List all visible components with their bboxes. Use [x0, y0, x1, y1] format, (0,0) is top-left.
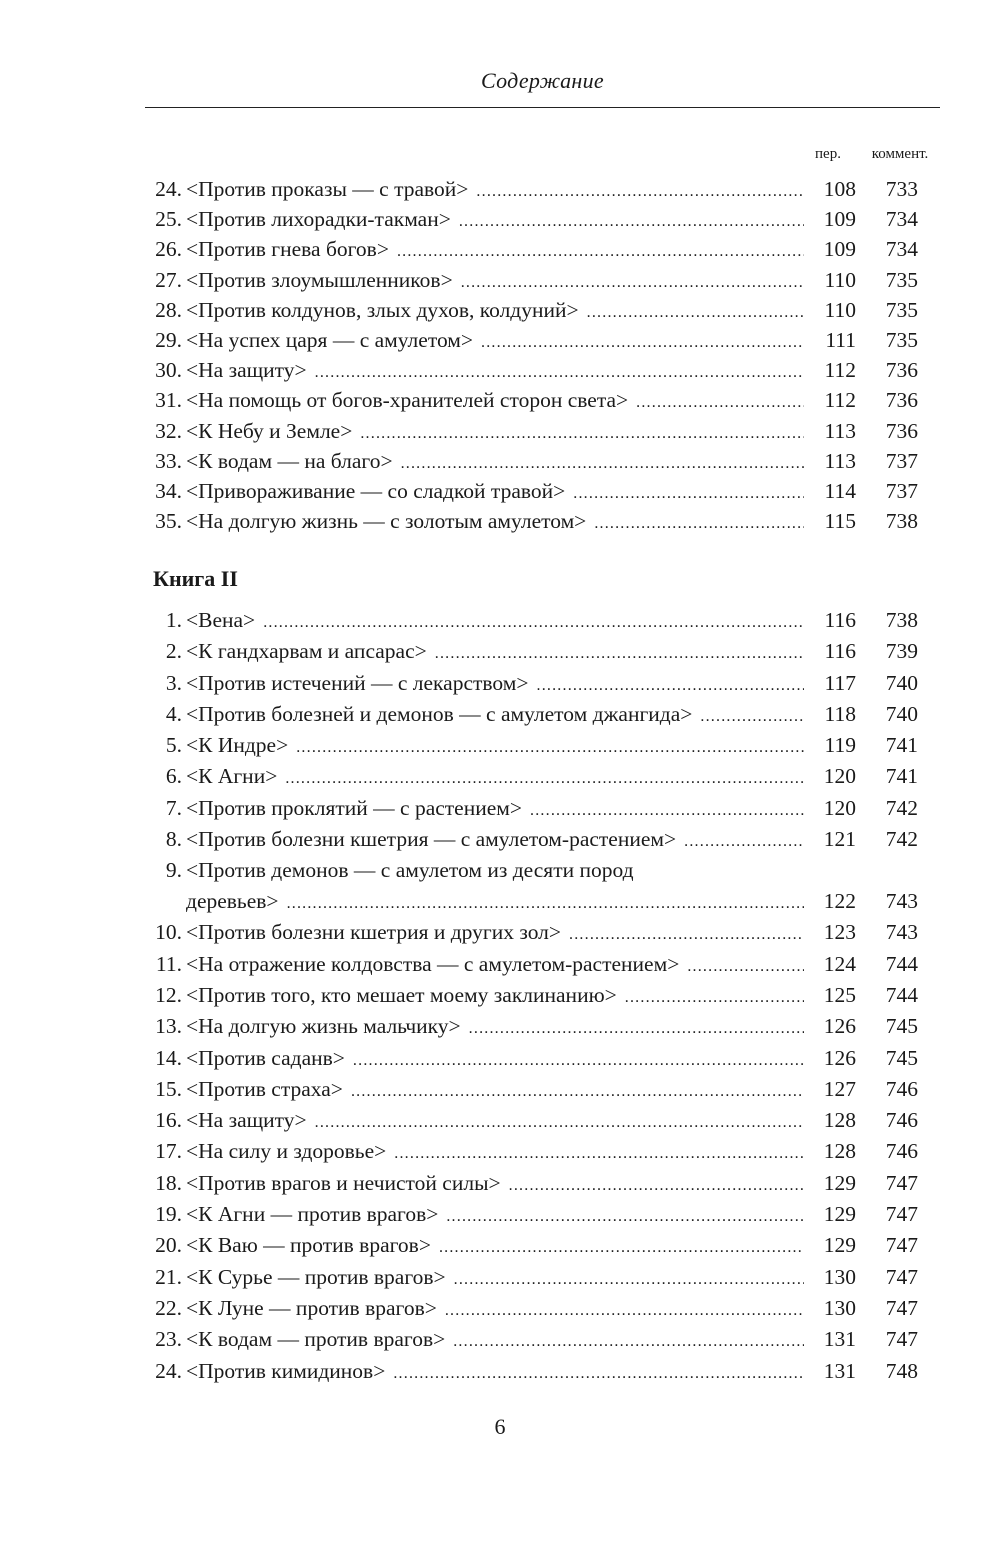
entry-page: 109	[823, 237, 856, 262]
entry-comment-page: 740	[885, 670, 918, 695]
entry-title: <Против гнева богов>	[186, 237, 389, 262]
toc-entry	[0, 793, 1000, 824]
entry-number: 3.	[165, 670, 182, 695]
toc-entry	[0, 761, 1000, 792]
entry-comment-page: 743	[885, 920, 918, 945]
leader-dots	[537, 670, 805, 701]
toc-entry	[0, 1230, 1000, 1261]
entry-number: 23.	[155, 1327, 182, 1352]
leader-dots	[393, 1358, 804, 1389]
leader-dots	[263, 607, 804, 638]
toc-entry	[0, 949, 1000, 980]
entry-title: <Против истечений — с лекарством>	[186, 670, 529, 695]
leader-dots	[481, 328, 804, 358]
entry-title: <На защиту>	[186, 1108, 307, 1133]
entry-page: 112	[824, 358, 856, 383]
entry-number: 14.	[155, 1045, 182, 1070]
leader-dots	[435, 638, 804, 669]
entry-title-line1: <Против демонов — с амулетом из десяти пород	[186, 858, 634, 883]
entry-title: <К Агни>	[186, 764, 278, 789]
leader-dots	[285, 763, 804, 794]
entry-title: <Против саданв>	[186, 1045, 345, 1070]
toc-entry	[0, 265, 1000, 295]
entry-number: 9.	[165, 858, 182, 883]
entry-page: 113	[824, 418, 856, 443]
entry-number: 29.	[155, 327, 182, 352]
entry-comment-page: 734	[885, 207, 918, 232]
entry-page: 117	[824, 670, 856, 695]
entry-page: 120	[823, 795, 856, 820]
entry-title: <К Агни — против врагов>	[186, 1202, 439, 1227]
entry-comment-page: 747	[885, 1202, 918, 1227]
toc-entry	[0, 295, 1000, 325]
running-head: Содержание	[480, 68, 604, 93]
leader-dots	[453, 1326, 804, 1357]
entry-title: <Против кимидинов>	[186, 1358, 386, 1383]
entry-number: 25.	[155, 207, 182, 232]
leader-dots	[446, 1201, 804, 1232]
leader-dots	[287, 888, 804, 919]
leader-dots	[445, 1295, 804, 1326]
entry-title: <К водам — на благо>	[186, 448, 393, 473]
entry-comment-page: 735	[885, 327, 918, 352]
toc-entry	[0, 824, 1000, 855]
entry-page: 111	[825, 327, 856, 352]
leader-dots	[360, 419, 804, 449]
entry-number: 12.	[155, 982, 182, 1007]
entry-page: 112	[824, 388, 856, 413]
entry-comment-page: 745	[885, 1045, 918, 1070]
entry-title: <На защиту>	[186, 358, 307, 383]
leader-dots	[625, 982, 804, 1013]
toc-entry	[0, 506, 1000, 536]
entry-comment-page: 747	[885, 1233, 918, 1258]
entry-page: 120	[823, 764, 856, 789]
entry-title: <На силу и здоровье>	[186, 1139, 387, 1164]
toc-entry	[0, 699, 1000, 730]
entry-title-line2: деревьев>	[186, 889, 279, 914]
entry-title: <К Небу и Земле>	[186, 418, 353, 443]
toc-entry	[0, 325, 1000, 355]
entry-number: 11.	[155, 951, 182, 976]
entry-number: 20.	[155, 1233, 182, 1258]
entry-title: <К гандхарвам и апсарас>	[186, 639, 427, 664]
leader-dots	[573, 479, 804, 509]
entry-page: 114	[824, 478, 856, 503]
entry-comment-page: 740	[885, 701, 918, 726]
toc-entry	[0, 1105, 1000, 1136]
toc-entry	[0, 446, 1000, 476]
leader-dots	[636, 388, 804, 418]
entry-comment-page: 747	[885, 1264, 918, 1289]
entry-comment-page: 746	[885, 1076, 918, 1101]
entry-page: 109	[823, 207, 856, 232]
entry-title: <Против проклятий — с растением>	[186, 795, 523, 820]
book-heading: Книга II	[153, 566, 238, 591]
entry-title: <К Сурье — против врагов>	[186, 1264, 446, 1289]
toc-entry	[0, 1262, 1000, 1293]
entry-number: 1.	[165, 608, 182, 632]
toc-entry	[0, 668, 1000, 699]
entry-comment-page: 746	[885, 1139, 918, 1164]
entry-comment-page: 743	[885, 889, 918, 914]
leader-dots	[476, 177, 804, 207]
column-header-translation: пер.	[815, 146, 841, 162]
page-number: 6	[494, 1414, 506, 1439]
entry-number: 34.	[155, 478, 182, 503]
toc-entry	[0, 1199, 1000, 1230]
entry-title: <Против колдунов, злых духов, колдуний>	[186, 297, 579, 322]
entry-comment-page: 741	[885, 764, 918, 789]
entry-page: 110	[824, 267, 856, 292]
toc-entry	[0, 1356, 1000, 1387]
entry-title: <На отражение колдовства — с амулетом-растением>	[186, 951, 680, 976]
entry-comment-page: 747	[885, 1170, 918, 1195]
entry-comment-page: 738	[885, 608, 918, 632]
entry-page: 119	[824, 733, 856, 758]
entry-number: 31.	[155, 388, 182, 413]
entry-comment-page: 735	[885, 297, 918, 322]
entry-title: <Против болезни кшетрия — с амулетом-растением>	[186, 827, 677, 852]
toc-entry	[0, 1011, 1000, 1042]
entry-comment-page: 739	[885, 639, 918, 664]
entry-page: 116	[824, 608, 856, 632]
entry-number: 4.	[165, 701, 182, 726]
entry-number: 16.	[155, 1108, 182, 1133]
leader-dots	[394, 1138, 804, 1169]
entry-number: 8.	[165, 827, 182, 852]
entry-comment-page: 745	[885, 1014, 918, 1039]
entry-number: 17.	[155, 1139, 182, 1164]
leader-dots	[594, 509, 804, 539]
leader-dots	[397, 237, 804, 267]
leader-dots	[459, 207, 804, 237]
toc-entry	[0, 1293, 1000, 1324]
entry-page: 122	[823, 889, 856, 914]
entry-comment-page: 734	[885, 237, 918, 262]
toc-entry	[0, 730, 1000, 761]
leader-dots	[687, 951, 804, 982]
entry-page: 126	[823, 1014, 856, 1039]
leader-dots	[296, 732, 804, 763]
entry-comment-page: 748	[885, 1358, 918, 1383]
entry-number: 19.	[155, 1202, 182, 1227]
entry-number: 13.	[155, 1014, 182, 1039]
entry-page: 126	[823, 1045, 856, 1070]
entry-comment-page: 742	[885, 795, 918, 820]
entry-number: 24.	[155, 1358, 182, 1383]
leader-dots	[700, 701, 804, 732]
entry-comment-page: 747	[885, 1295, 918, 1320]
entry-title: <На долгую жизнь — с золотым амулетом>	[186, 509, 587, 534]
leader-dots	[315, 358, 804, 388]
entry-number: 33.	[155, 448, 182, 473]
entry-title: <Против лихорадки-такман>	[186, 207, 451, 232]
header-rule	[145, 107, 940, 108]
leader-dots	[454, 1264, 804, 1295]
entry-title: <На помощь от богов-хранителей сторон света>	[186, 388, 629, 413]
entry-page: 131	[823, 1327, 856, 1352]
entry-number: 2.	[165, 639, 182, 664]
entry-comment-page: 735	[885, 267, 918, 292]
leader-dots	[469, 1013, 804, 1044]
entry-number: 15.	[155, 1076, 182, 1101]
toc-entry	[0, 917, 1000, 948]
entry-number: 26.	[155, 237, 182, 262]
entry-number: 7.	[165, 795, 182, 820]
entry-comment-page: 746	[885, 1108, 918, 1133]
entry-comment-page: 733	[885, 177, 918, 201]
leader-dots	[351, 1076, 804, 1107]
entry-page: 129	[823, 1202, 856, 1227]
toc-entry	[0, 1074, 1000, 1105]
entry-number: 10.	[155, 920, 182, 945]
leader-dots	[461, 268, 804, 298]
entry-title: <На долгую жизнь мальчику>	[186, 1014, 461, 1039]
leader-dots	[684, 826, 804, 857]
entry-comment-page: 742	[885, 827, 918, 852]
entry-title: <К Индре>	[186, 733, 289, 758]
entry-page: 113	[824, 448, 856, 473]
toc-book1-list	[0, 174, 1000, 536]
toc-entry	[0, 355, 1000, 385]
entry-page: 108	[823, 177, 856, 201]
leader-dots	[353, 1045, 804, 1076]
toc-entry	[0, 476, 1000, 506]
entry-page: 131	[823, 1358, 856, 1383]
toc-entry	[0, 636, 1000, 667]
entry-number: 30.	[155, 358, 182, 383]
entry-title: <Вена>	[186, 608, 256, 632]
toc-entry	[0, 204, 1000, 234]
leader-dots	[439, 1232, 804, 1263]
entry-number: 32.	[155, 418, 182, 443]
entry-comment-page: 737	[885, 478, 918, 503]
entry-number: 22.	[155, 1295, 182, 1320]
entry-number: 28.	[155, 297, 182, 322]
leader-dots	[509, 1170, 804, 1201]
entry-comment-page: 736	[885, 388, 918, 413]
entry-title: <Против болезни кшетрия и других зол>	[186, 920, 562, 945]
entry-number: 21.	[155, 1264, 182, 1289]
entry-title: <Против проказы — с травой>	[186, 177, 469, 201]
entry-page: 128	[823, 1139, 856, 1164]
entry-number: 27.	[155, 267, 182, 292]
toc-entry	[0, 1168, 1000, 1199]
entry-title: <Против злоумышленников>	[186, 267, 453, 292]
entry-number: 5.	[165, 733, 182, 758]
entry-number: 35.	[155, 509, 182, 534]
entry-page: 129	[823, 1233, 856, 1258]
leader-dots	[587, 298, 804, 328]
toc-entry	[0, 234, 1000, 264]
column-header-comment: коммент.	[871, 146, 929, 162]
entry-number: 18.	[155, 1170, 182, 1195]
entry-comment-page: 736	[885, 418, 918, 443]
entry-page: 123	[823, 920, 856, 945]
entry-number: 6.	[165, 764, 182, 789]
entry-page: 121	[823, 827, 856, 852]
entry-page: 130	[823, 1295, 856, 1320]
entry-title: <На успех царя — с амулетом>	[186, 327, 474, 352]
entry-comment-page: 744	[885, 951, 918, 976]
entry-page: 128	[823, 1108, 856, 1133]
entry-page: 130	[823, 1264, 856, 1289]
entry-comment-page: 741	[885, 733, 918, 758]
entry-comment-page: 747	[885, 1327, 918, 1352]
entry-page: 110	[824, 297, 856, 322]
leader-dots	[401, 449, 804, 479]
entry-page: 129	[823, 1170, 856, 1195]
entry-page: 118	[824, 701, 856, 726]
toc-entry	[0, 1136, 1000, 1167]
entry-comment-page: 736	[885, 358, 918, 383]
toc-entry	[0, 980, 1000, 1011]
toc-book2-list	[0, 605, 1000, 1387]
entry-title: <Против страха>	[186, 1076, 343, 1101]
entry-title: <К Луне — против врагов>	[186, 1295, 437, 1320]
leader-dots	[315, 1107, 804, 1138]
toc-entry	[0, 174, 1000, 204]
toc-entry	[0, 1043, 1000, 1074]
entry-page: 127	[823, 1076, 856, 1101]
entry-page: 125	[823, 982, 856, 1007]
entry-page: 116	[824, 639, 856, 664]
entry-title: <Привораживание — со сладкой травой>	[186, 478, 566, 503]
entry-comment-page: 738	[885, 509, 918, 534]
entry-number: 24.	[155, 177, 182, 201]
entry-comment-page: 737	[885, 448, 918, 473]
entry-page: 124	[823, 951, 856, 976]
toc-entry	[0, 385, 1000, 415]
leader-dots	[569, 919, 804, 950]
toc-entry	[0, 855, 1000, 917]
toc-entry	[0, 416, 1000, 446]
entry-title: <К Ваю — против врагов>	[186, 1233, 431, 1258]
toc-entry	[0, 605, 1000, 636]
entry-title: <Против врагов и нечистой силы>	[186, 1170, 501, 1195]
entry-comment-page: 744	[885, 982, 918, 1007]
toc-entry	[0, 1324, 1000, 1355]
entry-title: <Против того, кто мешает моему заклинанию>	[186, 982, 617, 1007]
entry-page: 115	[824, 509, 856, 534]
leader-dots	[530, 795, 804, 826]
entry-title: <К водам — против врагов>	[186, 1327, 446, 1352]
entry-title: <Против болезней и демонов — с амулетом джангида>	[186, 701, 693, 726]
